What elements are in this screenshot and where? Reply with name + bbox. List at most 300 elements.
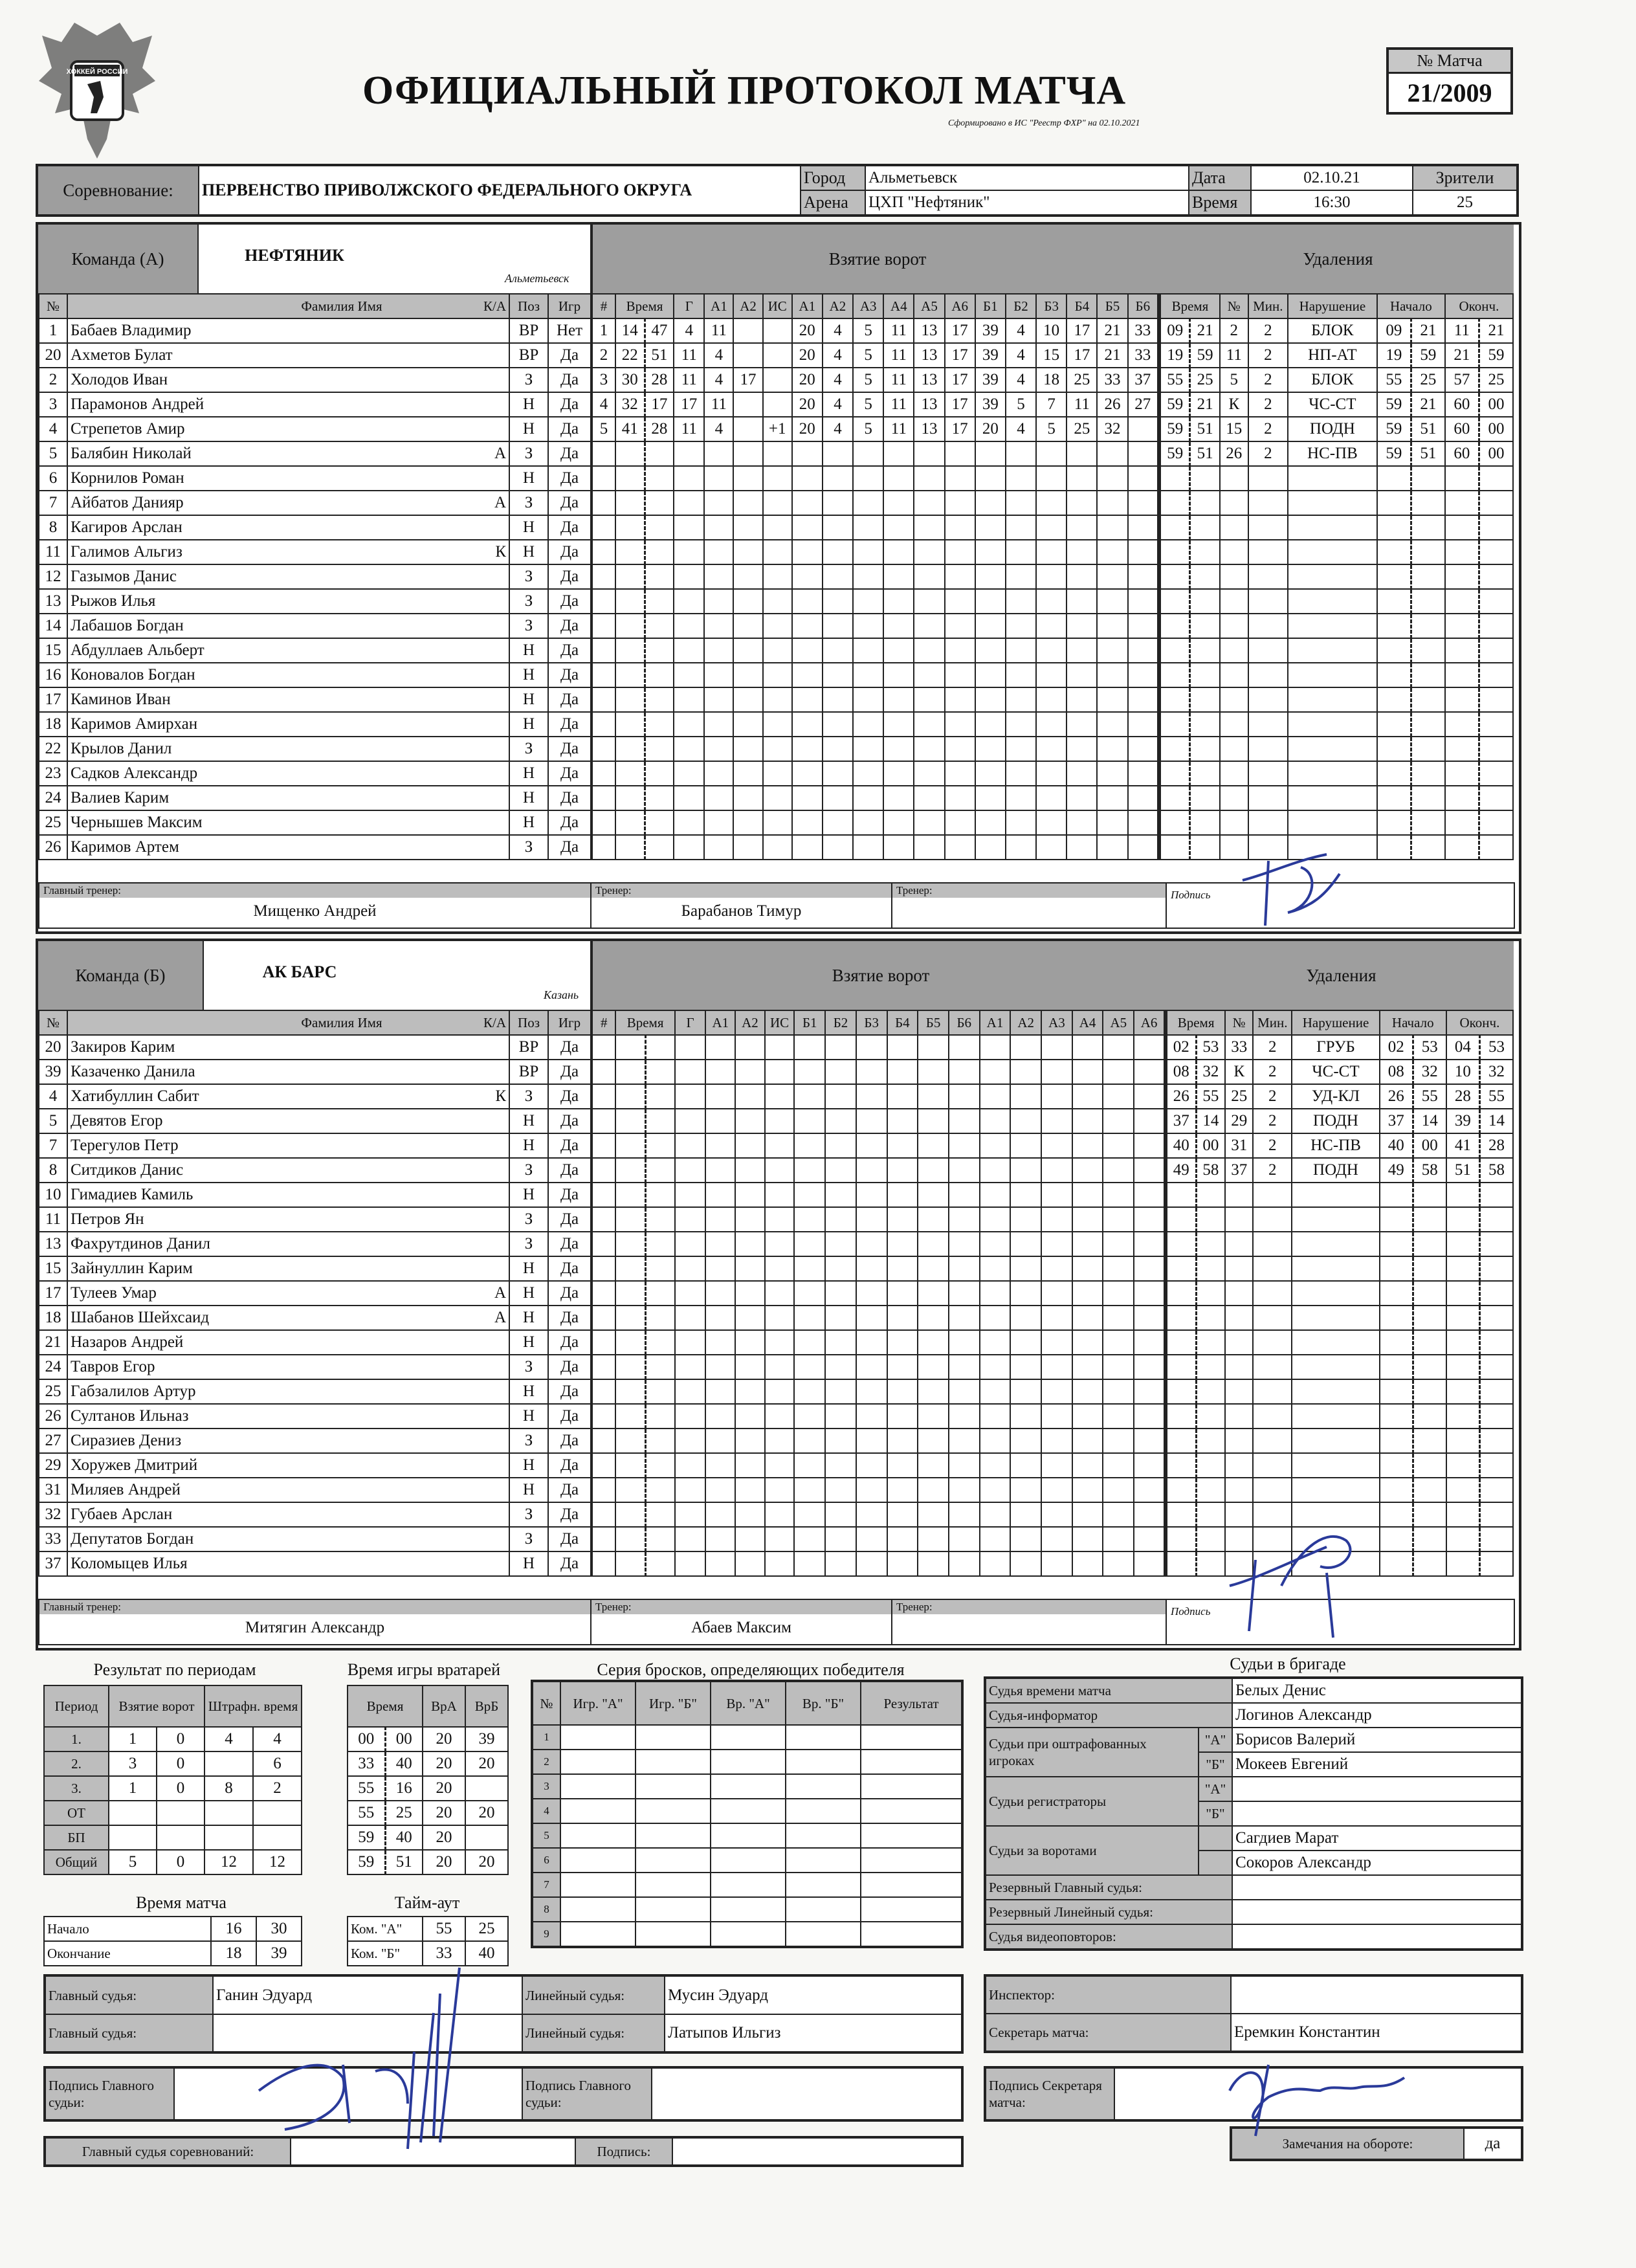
penalty-cell (1248, 564, 1288, 589)
goal-cell (853, 614, 883, 638)
goal-cell (945, 737, 975, 761)
match-number-label: № Матча (1389, 50, 1510, 74)
goal-cell (1134, 1207, 1165, 1232)
goal-cell (645, 1379, 675, 1404)
shootout-cell (861, 1823, 962, 1848)
penalty-cell (1160, 663, 1190, 687)
penalty-cell: 2 (1253, 1084, 1292, 1109)
goal-cell (674, 466, 704, 491)
shootout-number: 4 (532, 1799, 560, 1823)
penalty-cell (1479, 786, 1513, 810)
shootout-cell (560, 1823, 636, 1848)
goal-cell (735, 1429, 765, 1453)
inspector-value (1231, 1975, 1522, 2014)
goal-cell (980, 1207, 1011, 1232)
penalty-cell (1446, 1453, 1480, 1478)
goal-header: # (591, 1010, 615, 1035)
referee-role: Судья времени матча (985, 1678, 1232, 1703)
player-captain: К (339, 540, 509, 564)
goal-cell (856, 1158, 887, 1183)
roster-header-pos: Поз (509, 294, 548, 318)
penalty-cell: 59 (1411, 343, 1445, 368)
roster-row (39, 1060, 591, 1084)
goal-cell (705, 1527, 735, 1551)
goal-cell (765, 1429, 795, 1453)
penalty-cell (1446, 1379, 1480, 1404)
goal-cell (1036, 786, 1067, 810)
shootout-number: 7 (532, 1873, 560, 1897)
penalty-cell (1413, 1232, 1446, 1256)
goal-row (591, 663, 1158, 687)
goal-cell: 4 (1006, 368, 1036, 392)
roster-row (39, 1404, 591, 1429)
penalty-cell (1479, 1404, 1513, 1429)
penalty-cell: 51 (1190, 441, 1220, 466)
shootout-header: № (532, 1681, 560, 1725)
goal-cell (918, 1158, 949, 1183)
penalty-cell (1479, 1256, 1513, 1281)
player-name: Крылов Данил (67, 737, 339, 761)
penalty-cell (1248, 614, 1288, 638)
goal-cell: 32 (615, 392, 645, 417)
penalty-cell (1253, 1232, 1292, 1256)
player-played: Да (548, 638, 591, 663)
goal-cell (1067, 491, 1097, 515)
goal-cell (823, 687, 853, 712)
results-row (44, 1825, 302, 1850)
goal-cell (1067, 540, 1097, 564)
goal-cell (1103, 1429, 1134, 1453)
goal-cell (591, 614, 615, 638)
referees-title: Судьи в бригаде (1230, 1654, 1346, 1673)
goal-cell (980, 1404, 1011, 1429)
goal-header: Время (615, 1010, 674, 1035)
goal-cell (735, 1281, 765, 1306)
goal-cell (733, 663, 762, 687)
goal-cell (853, 491, 883, 515)
goal-cell (1103, 1502, 1134, 1527)
goalie-cell (465, 1825, 508, 1850)
player-position: Н (509, 392, 548, 417)
penalty-cell (1253, 1183, 1292, 1207)
player-position: Н (509, 515, 548, 540)
goal-cell (1041, 1429, 1072, 1453)
goal-cell (980, 1502, 1011, 1527)
goal-cell (1041, 1379, 1072, 1404)
results-header-goals: Взятие ворот (109, 1685, 204, 1727)
player-captain (339, 786, 509, 810)
penalty-cell (1288, 786, 1377, 810)
goal-cell (1128, 663, 1158, 687)
goal-cell (735, 1478, 765, 1502)
goal-header: Б3 (856, 1010, 887, 1035)
penalty-cell: БЛОК (1288, 368, 1377, 392)
period-value: 0 (157, 1850, 204, 1874)
penalty-row (1160, 515, 1513, 540)
goal-cell: 41 (615, 417, 645, 441)
penalty-cell (1253, 1453, 1292, 1478)
goal-cell (763, 343, 792, 368)
goal-cell (1134, 1429, 1165, 1453)
penalty-cell: 59 (1377, 417, 1411, 441)
goal-cell (705, 1478, 735, 1502)
goal-cell: 37 (1128, 368, 1158, 392)
goal-cell (1072, 1502, 1103, 1527)
penalty-cell (1167, 1502, 1196, 1527)
goal-cell (674, 515, 704, 540)
penalty-cell (1380, 1404, 1413, 1429)
penalty-row (1160, 589, 1513, 614)
penalty-cell (1445, 687, 1479, 712)
penalty-cell (1225, 1281, 1253, 1306)
roster-header-played: Игр (548, 294, 591, 318)
player-name: Чернышев Максим (67, 810, 339, 835)
goal-cell (1006, 491, 1036, 515)
goal-cell (733, 564, 762, 589)
penalty-cell (1380, 1330, 1413, 1355)
goal-cell (1097, 491, 1127, 515)
shootout-cell (861, 1750, 962, 1774)
penalty-cell: 2 (1248, 417, 1288, 441)
goal-cell (615, 466, 645, 491)
penalty-row (1167, 1084, 1513, 1109)
goal-cell (765, 1084, 795, 1109)
shootout-number: 6 (532, 1848, 560, 1873)
goal-cell (591, 466, 615, 491)
player-captain (339, 343, 509, 368)
penalty-cell (1190, 737, 1220, 761)
penalty-cell: 59 (1479, 343, 1513, 368)
player-played: Да (548, 1478, 591, 1502)
penalty-cell (1196, 1306, 1225, 1330)
penalty-row (1167, 1133, 1513, 1158)
goal-cell: 13 (914, 368, 944, 392)
goal-cell (675, 1453, 706, 1478)
period-value (253, 1801, 302, 1825)
goal-cell (705, 1109, 735, 1133)
goal-row (591, 1379, 1165, 1404)
player-number: 24 (39, 786, 67, 810)
goal-cell (591, 441, 615, 466)
goal-cell (735, 1330, 765, 1355)
penalty-row (1160, 441, 1513, 466)
goal-cell (914, 564, 944, 589)
goal-cell (704, 540, 733, 564)
goal-cell: 20 (792, 318, 823, 343)
player-played: Да (548, 1207, 591, 1232)
penalty-cell: 37 (1380, 1109, 1413, 1133)
goal-cell (792, 687, 823, 712)
goal-cell (1036, 712, 1067, 737)
period-label: 2. (44, 1751, 109, 1776)
goal-cell (1128, 687, 1158, 712)
goal-cell (883, 737, 914, 761)
penalty-cell (1220, 663, 1248, 687)
goal-cell (735, 1232, 765, 1256)
goal-cell (1072, 1060, 1103, 1084)
goal-cell: 4 (1006, 417, 1036, 441)
goal-cell (1010, 1502, 1041, 1527)
goal-cell (1128, 810, 1158, 835)
goal-cell (615, 1256, 645, 1281)
goal-cell (674, 638, 704, 663)
goal-cell (1067, 737, 1097, 761)
goal-cell (794, 1035, 825, 1060)
goal-cell (980, 1453, 1011, 1478)
goal-cell (591, 1256, 615, 1281)
player-played: Да (548, 564, 591, 589)
goal-cell (887, 1281, 918, 1306)
penalty-cell (1413, 1478, 1446, 1502)
player-position: З (509, 835, 548, 860)
goal-cell (615, 1207, 645, 1232)
goal-cell (1036, 687, 1067, 712)
penalty-cell (1377, 761, 1411, 786)
roster-row (39, 515, 591, 540)
period-value (109, 1825, 157, 1850)
roster-row (39, 1502, 591, 1527)
player-name: Тулеев Умар (67, 1281, 339, 1306)
goal-cell (1097, 564, 1127, 589)
penalty-cell (1292, 1478, 1379, 1502)
fhr-logo (36, 16, 159, 165)
goal-header: ИС (763, 294, 792, 318)
player-position: З (509, 1429, 548, 1453)
competition-name: ПЕРВЕНСТВО ПРИВОЛЖСКОГО ФЕДЕРАЛЬНОГО ОКРУГА (199, 165, 801, 216)
penalty-cell (1479, 638, 1513, 663)
goal-cell (1128, 638, 1158, 663)
goal-cell (1041, 1207, 1072, 1232)
goal-cell (704, 491, 733, 515)
main-ref1-label: Главный судья: (45, 1975, 213, 2014)
player-played: Да (548, 1109, 591, 1133)
goal-cell (705, 1306, 735, 1330)
goal-cell (945, 441, 975, 466)
penalty-cell (1446, 1355, 1480, 1379)
goal-cell: 11 (883, 343, 914, 368)
shootout-cell (560, 1922, 636, 1947)
shootout-cell (786, 1799, 861, 1823)
goal-cell (792, 564, 823, 589)
goal-header: Б2 (825, 1010, 856, 1035)
penalty-cell (1220, 564, 1248, 589)
goal-cell (1010, 1429, 1041, 1453)
player-name: Кагиров Арслан (67, 515, 339, 540)
goal-cell: 47 (645, 318, 674, 343)
goal-cell (591, 491, 615, 515)
goal-cell (856, 1453, 887, 1478)
goal-cell (1010, 1478, 1041, 1502)
goal-cell (615, 712, 645, 737)
player-captain (339, 687, 509, 712)
penalty-cell (1196, 1404, 1225, 1429)
goal-cell: 11 (704, 318, 733, 343)
goal-cell (704, 515, 733, 540)
goal-cell (914, 737, 944, 761)
goal-cell (856, 1502, 887, 1527)
referee-row (985, 1728, 1522, 1752)
goal-cell (591, 1183, 615, 1207)
goal-cell (591, 515, 615, 540)
goal-cell: 30 (615, 368, 645, 392)
main-ref2-label: Главный судья: (45, 2014, 213, 2052)
goal-cell (918, 1404, 949, 1429)
goal-cell (705, 1035, 735, 1060)
goal-cell (914, 614, 944, 638)
goal-cell (825, 1281, 856, 1306)
shootout-cell (711, 1774, 786, 1799)
goal-cell (1036, 614, 1067, 638)
penalty-header: Начало (1377, 294, 1445, 318)
goal-cell (1067, 466, 1097, 491)
goal-cell (1097, 712, 1127, 737)
player-played: Да (548, 343, 591, 368)
shootout-number: 9 (532, 1922, 560, 1947)
sign-main2-field (652, 2067, 962, 2120)
goal-row (591, 737, 1158, 761)
player-number: 20 (39, 1035, 67, 1060)
period-label: Общий (44, 1850, 109, 1874)
goal-cell (763, 491, 792, 515)
penalty-cell: 59 (1160, 392, 1190, 417)
penalty-cell (1160, 712, 1190, 737)
goal-cell (591, 638, 615, 663)
player-number: 7 (39, 491, 67, 515)
penalty-cell (1411, 515, 1445, 540)
goal-row (591, 589, 1158, 614)
goal-cell (645, 441, 674, 466)
goal-cell (792, 712, 823, 737)
penalty-cell: 2 (1248, 343, 1288, 368)
player-played: Да (548, 1256, 591, 1281)
goal-cell (591, 712, 615, 737)
referee-role: Судьи регистраторы (985, 1777, 1199, 1826)
city-label: Город (801, 165, 865, 190)
penalty-cell (1196, 1355, 1225, 1379)
penalty-cell: 37 (1225, 1158, 1253, 1183)
penalty-cell: 59 (1160, 417, 1190, 441)
goal-cell (591, 786, 615, 810)
goal-cell (591, 1330, 615, 1355)
penalty-cell (1288, 712, 1377, 737)
player-position: Н (509, 1256, 548, 1281)
penalty-cell: 2 (1253, 1133, 1292, 1158)
goal-cell (1072, 1232, 1103, 1256)
player-played: Да (548, 786, 591, 810)
goal-cell (704, 564, 733, 589)
goalie-cell: 59 (348, 1825, 385, 1850)
goal-cell (1134, 1232, 1165, 1256)
goal-cell (1103, 1232, 1134, 1256)
penalty-cell (1167, 1478, 1196, 1502)
goal-cell (792, 638, 823, 663)
goal-cell (1041, 1133, 1072, 1158)
goal-cell (1103, 1478, 1134, 1502)
goal-cell (591, 1306, 615, 1330)
goal-cell (887, 1256, 918, 1281)
goal-row (591, 1084, 1165, 1109)
goal-cell (945, 564, 975, 589)
penalty-row (1167, 1035, 1513, 1060)
goal-cell (823, 638, 853, 663)
goal-cell (645, 1183, 675, 1207)
goal-cell (704, 810, 733, 835)
player-name: Стрепетов Амир (67, 417, 339, 441)
shootout-cell (786, 1725, 861, 1750)
goal-cell (975, 614, 1006, 638)
shootout-number: 3 (532, 1774, 560, 1799)
goal-cell (615, 515, 645, 540)
penalty-cell: 15 (1220, 417, 1248, 441)
goal-cell (1072, 1478, 1103, 1502)
goal-cell (705, 1551, 735, 1576)
team-a-trainer1-label: Тренер: (591, 884, 891, 898)
goal-cell (1134, 1109, 1165, 1133)
shootout-header: Игр. "А" (560, 1681, 636, 1725)
goal-cell (883, 564, 914, 589)
goal-cell (1067, 712, 1097, 737)
goal-cell (823, 515, 853, 540)
goal-cell (1067, 638, 1097, 663)
goal-cell (1134, 1502, 1165, 1527)
team-a-sign-label: Подпись (1171, 889, 1211, 901)
penalty-cell: 40 (1167, 1133, 1196, 1158)
goal-cell (887, 1453, 918, 1478)
goal-cell (1103, 1453, 1134, 1478)
goal-cell (856, 1281, 887, 1306)
goal-cell (1072, 1355, 1103, 1379)
goal-cell (765, 1453, 795, 1478)
goal-cell (765, 1109, 795, 1133)
goal-row (591, 1355, 1165, 1379)
roster-header-ka-label: К/А (483, 1015, 507, 1030)
shootout-cell (786, 1848, 861, 1873)
player-captain (339, 712, 509, 737)
player-position: Н (509, 540, 548, 564)
goal-cell (591, 737, 615, 761)
penalty-header: Мин. (1253, 1010, 1292, 1035)
goal-cell (705, 1330, 735, 1355)
goal-row (591, 786, 1158, 810)
goal-cell (794, 1256, 825, 1281)
penalty-cell (1190, 835, 1220, 860)
goal-cell (975, 466, 1006, 491)
goal-cell (645, 564, 674, 589)
goal-cell (918, 1502, 949, 1527)
penalty-cell (1160, 761, 1190, 786)
goal-cell (914, 786, 944, 810)
goal-cell (887, 1527, 918, 1551)
goal-cell (792, 663, 823, 687)
goal-cell (1067, 589, 1097, 614)
referee-row (985, 1703, 1522, 1728)
goal-cell (980, 1232, 1011, 1256)
penalty-cell (1413, 1330, 1446, 1355)
roster-row (39, 564, 591, 589)
penalty-cell: 14 (1196, 1109, 1225, 1133)
goal-cell (1134, 1330, 1165, 1355)
remarks-label: Замечания на обороте: (1231, 2128, 1464, 2160)
goal-cell (591, 1551, 615, 1576)
player-number: 33 (39, 1527, 67, 1551)
goal-cell (856, 1355, 887, 1379)
period-value: 12 (253, 1850, 302, 1874)
goal-cell (1103, 1355, 1134, 1379)
goal-cell (1036, 810, 1067, 835)
player-played: Нет (548, 318, 591, 343)
goal-cell (1103, 1060, 1134, 1084)
shootout-cell (636, 1823, 711, 1848)
